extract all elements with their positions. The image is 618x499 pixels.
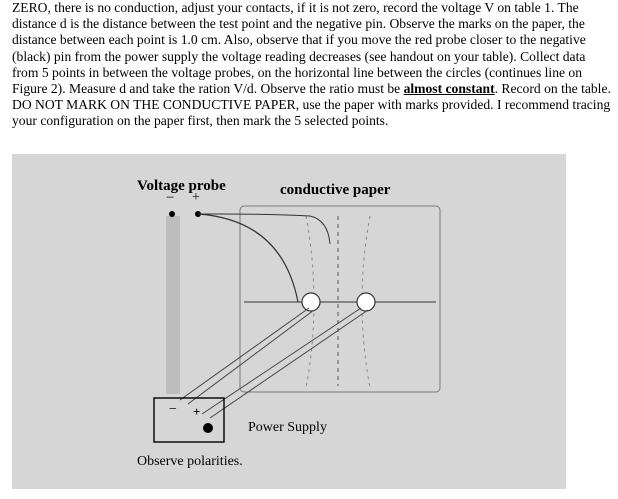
probe-handle [166, 216, 180, 394]
probe-plus-sign: + [192, 190, 200, 205]
conductive-paper-label: conductive paper [280, 182, 391, 198]
voltage-probe-label: Voltage probe [137, 178, 226, 194]
conductive-paper-sheet [240, 206, 440, 392]
supply-wire-b2 [210, 310, 368, 418]
supply-terminal-positive [203, 423, 213, 433]
supply-plus-sign: + [193, 404, 201, 419]
figure-2-setup [12, 154, 566, 489]
emphasis-almost-constant: almost constant [403, 81, 495, 97]
electrode-left [302, 293, 320, 311]
supply-wire-b1 [202, 308, 361, 414]
instructions-text-end: . Record on the table. DO NOT MARK ON THE CONDUCTIVE PAPER, use the paper with marks provided. I recommend tracing your configuration on the paper first, then mark the 5 selected points. [12, 81, 611, 129]
supply-minus-sign: − [169, 402, 177, 417]
probe-minus-sign: − [166, 190, 175, 206]
probe-wire-positive [198, 214, 298, 302]
instructions-text-start: ZERO, there is no conduction, adjust your contacts, if it is not zero, record the voltage V on table 1. The distance d is the distance between the test point and the negative pin. Observe the marks on the paper, the distance between each point is 1.0 cm. Also, observe that if you move the red probe closer to the negative (black) pin from the power supply the voltage reading decreases (see handout on your table). Collect data from 5 points in between the voltage probes, on the horizontal line between the circles (continues line on Figure 2). Measure d and take the ration V/d. Observe the ratio must be [12, 0, 586, 97]
setup-diagram [12, 154, 566, 489]
observe-polarities-label: Observe polarities. [137, 454, 243, 469]
instructions-paragraph [12, 0, 612, 130]
power-supply-label: Power Supply [248, 420, 327, 435]
probe-tip-negative [169, 211, 175, 217]
power-supply-box [154, 398, 224, 442]
